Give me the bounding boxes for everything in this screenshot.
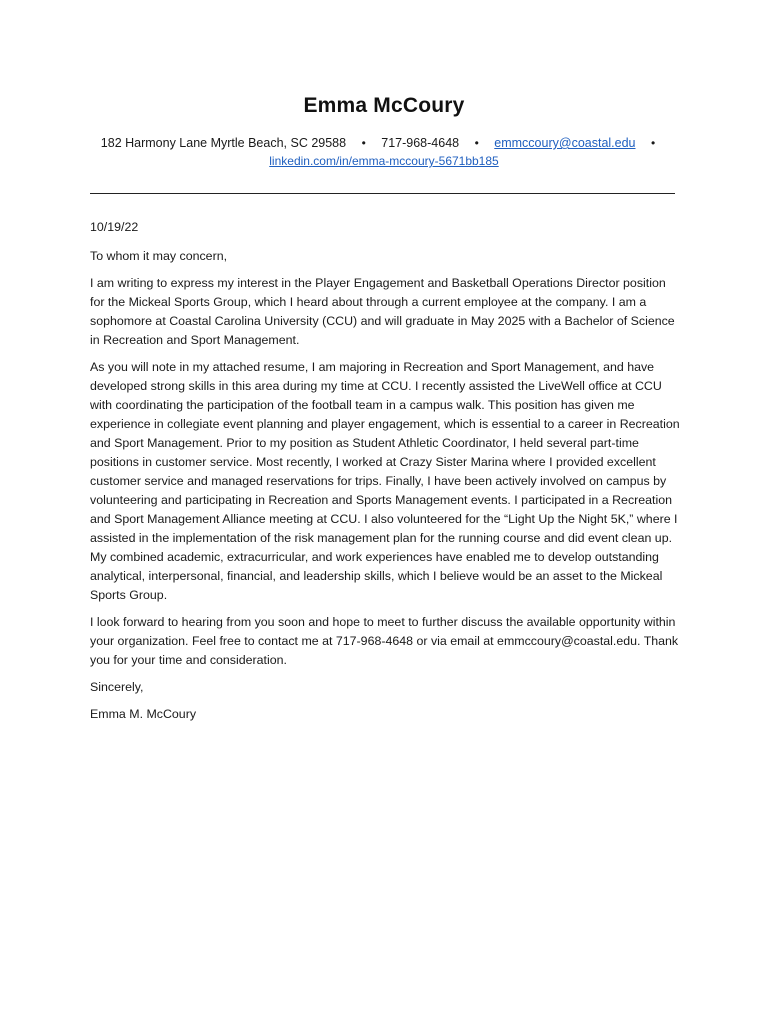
linkedin-link[interactable]: linkedin.com/in/emma-mccoury-5671bb185 bbox=[269, 154, 499, 168]
signature: Emma M. McCoury bbox=[90, 707, 197, 721]
paragraph-experience: As you will note in my attached resume, I am majoring in Recreation and Sport Management, and have developed strong skills in this area during my time at CCU. I recently assisted the LiveWell office at CCU with coordinating the participation of the football team in a campus walk. This position has given me experience in collegiate event planning and player engagement, which is essential to a career in Recreation and Sport Management. Prior to my position as Student Athletic Coordinator, I held several part-time positions in customer service. Most recently, I worked at Crazy Sister Marina where I provided excellent customer service and managed reservations for trips. Finally, I have been actively involved on campus by volunteering and participating in Recreation and Sports Management events. I participated in a Recreation and Sport Management Alliance meeting at CCU. I also volunteered for the “Light Up the Night 5K,” where I assisted in the implementation of the risk management plan for the running course and did event clean up. My combined academic, extracurricular, and work experiences have enabled me to develop outstanding analytical, interpersonal, financial, and leadership skills, which I believe would be an asset to the Mickeal Sports Group. bbox=[90, 360, 680, 602]
bullet-separator: • bbox=[474, 136, 479, 150]
linkedin-line bbox=[0, 154, 768, 168]
closing: Sincerely, bbox=[90, 680, 144, 694]
phone-number: 717-968-4648 bbox=[381, 136, 460, 150]
contact-line bbox=[0, 136, 768, 150]
sender-name: Emma McCoury bbox=[303, 94, 465, 117]
letter-date: 10/19/22 bbox=[90, 220, 139, 234]
salutation: To whom it may concern, bbox=[90, 249, 228, 263]
paragraph-closing: I look forward to hearing from you soon and hope to meet to further discuss the available opportunity within your organization. Feel free to contact me at 717-968-4648 or via email at emmccoury@coastal.edu. Thank you for your time and consideration. bbox=[90, 615, 679, 667]
bullet-separator: • bbox=[650, 136, 656, 150]
letter-body bbox=[90, 218, 680, 732]
header-divider bbox=[90, 193, 675, 194]
email-link[interactable]: emmccoury@coastal.edu bbox=[494, 136, 636, 150]
address: 182 Harmony Lane Myrtle Beach, SC 29588 bbox=[100, 136, 347, 150]
bullet-separator: • bbox=[361, 136, 366, 150]
paragraph-intro: I am writing to express my interest in the Player Engagement and Basketball Operations Director position for the Mickeal Sports Group, which I heard about through a current employee at the company. I am a sophomore at Coastal Carolina University (CCU) and will graduate in May 2025 with a Bachelor of Science in Recreation and Sport Management. bbox=[90, 276, 675, 347]
